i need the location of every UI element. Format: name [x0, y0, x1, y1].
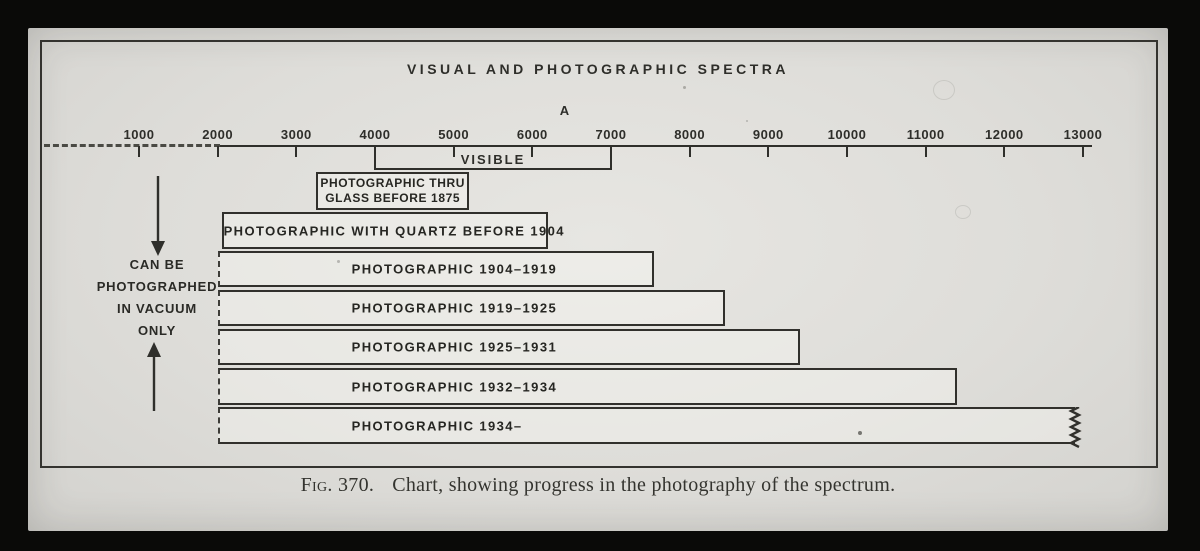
- spectrum-bar: [218, 251, 655, 287]
- visible-band-baseline: [374, 168, 612, 170]
- spectrum-bar: [222, 212, 565, 249]
- axis-tick: [689, 146, 691, 157]
- figure-title: VISUAL AND PHOTOGRAPHIC SPECTRA: [406, 61, 790, 77]
- spectrum-bar-label: PHOTOGRAPHIC 1904–1919: [351, 261, 558, 277]
- visible-band-right-edge: [610, 147, 612, 170]
- axis-tick-label: 10000: [827, 127, 867, 142]
- axis-tick: [531, 146, 533, 157]
- spectrum-bar: [218, 329, 800, 365]
- scan-smudge: [933, 80, 955, 100]
- spectrum-bar-label: PHOTOGRAPHIC 1919–1925: [351, 300, 558, 316]
- spectrum-bar: [218, 368, 957, 405]
- spectrum-bar-label-line: GLASS BEFORE 1875: [325, 191, 461, 205]
- axis-tick: [1082, 146, 1084, 157]
- wavelength-axis: [220, 145, 1092, 147]
- spectrum-bar: [316, 172, 469, 210]
- spectrum-bar-label: PHOTOGRAPHIC 1932–1934: [351, 379, 558, 394]
- vacuum-only-note-line: ONLY: [137, 323, 177, 338]
- axis-tick-label: 1000: [123, 127, 155, 142]
- axis-tick-label: 12000: [985, 127, 1024, 142]
- axis-tick-label: 9000: [752, 127, 784, 142]
- axis-tick-label: 2000: [202, 127, 234, 142]
- noise-speck: [683, 86, 686, 89]
- axis-tick-label: 13000: [1063, 127, 1103, 142]
- angstrom-unit-label: A: [559, 103, 571, 118]
- spectrum-bar: [218, 407, 1075, 444]
- vacuum-only-note-line: CAN BE: [129, 257, 185, 272]
- axis-tick: [767, 146, 769, 157]
- vacuum-only-note-line: IN VACUUM: [117, 301, 197, 316]
- visible-band-left-edge: [374, 147, 376, 170]
- figure-caption-text: Chart, showing progress in the photography of the spectrum.: [392, 474, 896, 496]
- axis-tick: [453, 146, 455, 157]
- axis-tick-label: 5000: [438, 127, 470, 142]
- axis-tick: [217, 146, 219, 157]
- noise-speck: [337, 260, 340, 263]
- axis-tick: [1003, 146, 1005, 157]
- torn-edge-icon: [1068, 407, 1082, 448]
- vacuum-only-note-line: PHOTOGRAPHED: [96, 279, 218, 294]
- axis-tick-label: 3000: [280, 127, 312, 142]
- axis-tick: [138, 146, 140, 157]
- axis-tick: [295, 146, 297, 157]
- visible-band-label: VISIBLE: [460, 152, 526, 167]
- vacuum-only-note: [88, 254, 226, 342]
- spectrum-bar-label: PHOTOGRAPHIC WITH QUARTZ BEFORE 1904: [223, 223, 565, 238]
- axis-tick-label: 7000: [595, 127, 627, 142]
- figure-number: Fig. 370.: [300, 474, 375, 496]
- axis-tick-label: 8000: [674, 127, 706, 142]
- figure-caption: [28, 474, 1168, 497]
- axis-tick-label: 11000: [906, 127, 945, 142]
- spectrum-bar: [218, 290, 725, 326]
- spectrum-bar-label: [318, 176, 467, 206]
- wavelength-axis-dashed-segment: [44, 144, 220, 147]
- axis-tick: [846, 146, 848, 157]
- axis-tick-label: 6000: [516, 127, 548, 142]
- axis-tick: [925, 146, 927, 157]
- spectrum-bar-label-line: PHOTOGRAPHIC THRU: [320, 176, 466, 190]
- spectrum-bar-label: PHOTOGRAPHIC 1925–1931: [351, 339, 558, 355]
- spectrum-bar-label: PHOTOGRAPHIC 1934–: [351, 418, 523, 433]
- scan-smudge: [955, 205, 971, 219]
- noise-speck: [858, 431, 862, 435]
- noise-speck: [746, 120, 748, 122]
- axis-tick-label: 4000: [359, 127, 391, 142]
